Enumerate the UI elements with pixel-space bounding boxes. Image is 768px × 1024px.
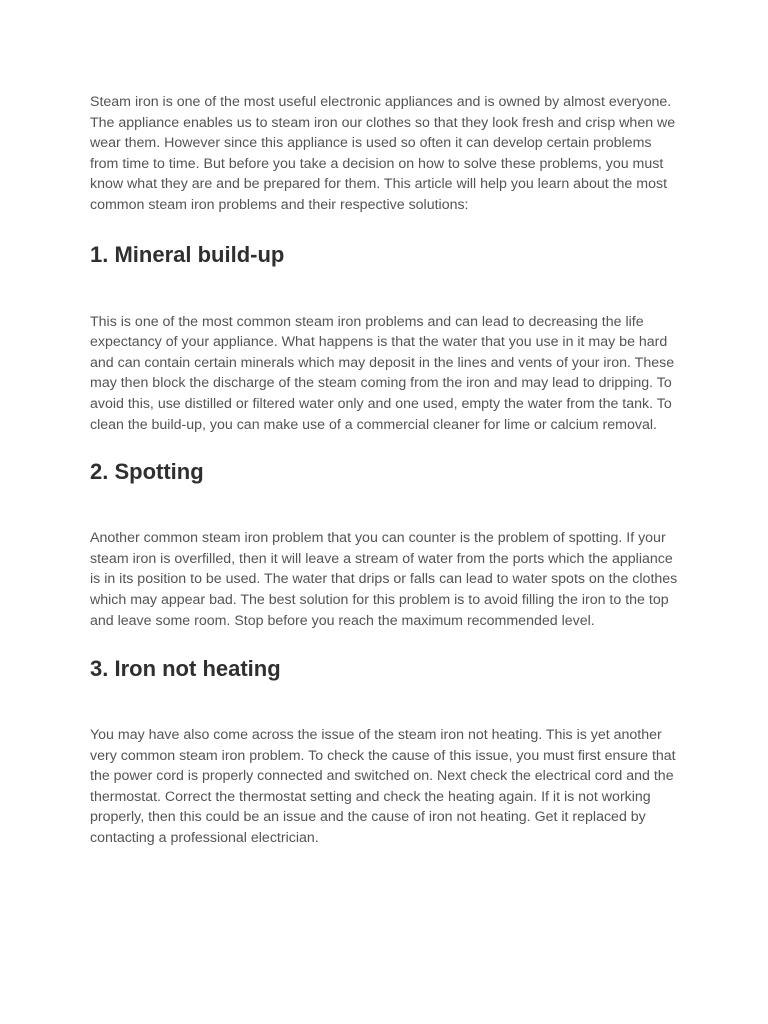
intro-paragraph: Steam iron is one of the most useful electronic appliances and is owned by almost everyone. The appliance enables us to steam iron our clothes so that they look fresh and crisp when we wear them. However since this appliance is used so often it can develop certain problems from time to time. But before you take a decision on how to solve these problems, you must know what they are and be prepared for them. This article will help you learn about the most common steam iron problems and their respective solutions:	[90, 94, 676, 213]
section-heading-mineral-build-up: 1. Mineral build-up	[90, 241, 285, 267]
section-body-mineral-build-up: This is one of the most common steam iron problems and can lead to decreasing the life expectancy of your appliance. What happens is that the water that you use in it may be hard and can contain certain minerals which may deposit in the lines and vents of your iron. These may then block the discharge of the steam coming from the iron and may lead to dripping. To avoid this, use distilled or filtered water only and one used, empty the water from the tank. To clean the build-up, you can make use of a commercial cleaner for lime or calcium removal.	[90, 313, 675, 433]
article	[90, 92, 680, 849]
section-body-iron-not-heating: You may have also come across the issue of the steam iron not heating. This is yet another very common steam iron problem. To check the cause of this issue, you must first ensure that the power cord is properly connected and switched on. Next check the electrical cord and the thermostat. Correct the thermostat setting and check the heating again. If it is not working properly, then this could be an issue and the cause of iron not heating. Get it replaced by contacting a professional electrician.	[90, 727, 676, 847]
section-heading-iron-not-heating: 3. Iron not heating	[90, 656, 281, 682]
section-heading-spotting: 2. Spotting	[90, 459, 204, 485]
section-body-spotting: Another common steam iron problem that you can counter is the problem of spotting. If your steam iron is overfilled, then it will leave a stream of water from the ports which the appliance is in its position to be used. The water that drips or falls can lead to water spots on the clothes which may appear bad. The best solution for this problem is to avoid filling the iron to the top and leave some room. Stop before you reach the maximum recommended level.	[90, 530, 678, 629]
